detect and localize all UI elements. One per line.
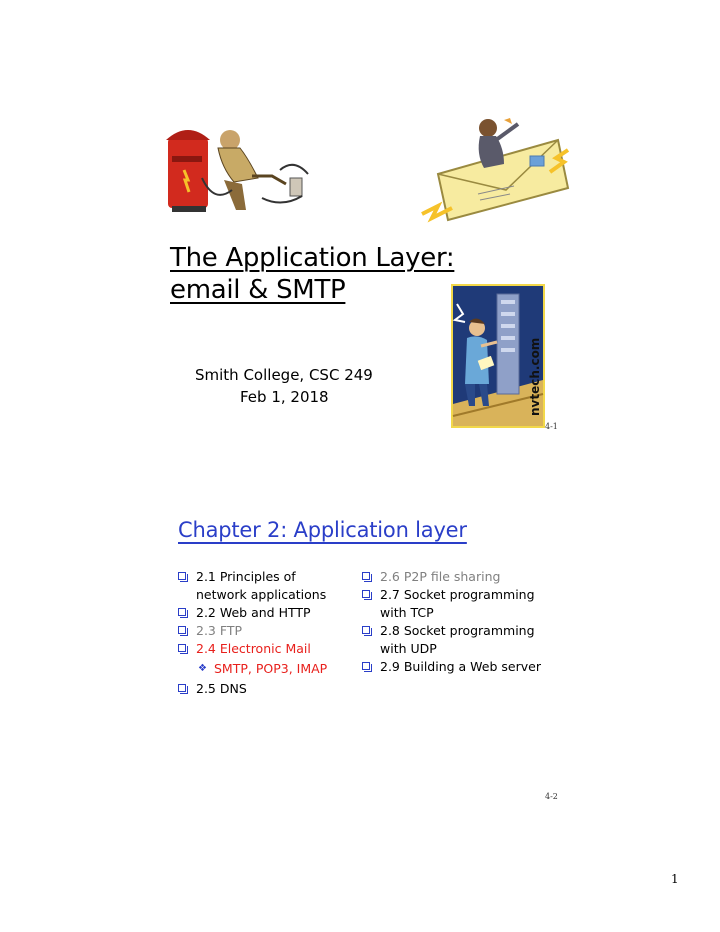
- checkbox-bullet-icon: [362, 590, 370, 598]
- list-item-current: 2.4 Electronic Mail: [178, 640, 348, 658]
- page-number: 1: [671, 872, 679, 886]
- list-item: 2.1 Principles of network applications: [178, 568, 348, 604]
- title-line-2: email & SMTP: [170, 275, 346, 305]
- right-column: [362, 568, 542, 676]
- list-item: 2.3 FTP: [178, 622, 348, 640]
- list-item: 2.5 DNS: [178, 680, 348, 698]
- slide-1-title: [170, 242, 454, 306]
- woman-servers-clipart: [451, 284, 545, 428]
- checkbox-bullet-icon: [178, 626, 186, 634]
- flying-letter-clipart: [418, 110, 573, 230]
- list-item: 2.9 Building a Web server: [362, 658, 542, 676]
- subtitle-course: Smith College, CSC 249: [195, 366, 373, 384]
- checkbox-bullet-icon: [178, 684, 186, 692]
- subtitle-date: Feb 1, 2018: [240, 388, 329, 406]
- checkbox-bullet-icon: [178, 608, 186, 616]
- checkbox-bullet-icon: [362, 662, 370, 670]
- sub-list-item: ❖ SMTP, POP3, IMAP: [198, 661, 328, 676]
- slide-1-page-label: 4-1: [545, 422, 558, 431]
- checkbox-bullet-icon: [362, 572, 370, 580]
- left-column: [178, 568, 348, 698]
- title-line-1: The Application Layer:: [170, 243, 455, 273]
- diamond-bullet-icon: ❖: [198, 663, 207, 674]
- clipart-watermark: nvtech.com: [528, 337, 542, 416]
- checkbox-bullet-icon: [178, 572, 186, 580]
- checkbox-bullet-icon: [178, 644, 186, 652]
- slide-2-title: Chapter 2: Application layer: [178, 518, 467, 542]
- list-item: 2.2 Web and HTTP: [178, 604, 348, 622]
- mailbox-clipart: [162, 118, 322, 218]
- slide-2-page-label: 4-2: [545, 792, 558, 801]
- list-item: 2.6 P2P file sharing: [362, 568, 542, 586]
- list-item: 2.7 Socket programming with TCP: [362, 586, 542, 622]
- checkbox-bullet-icon: [362, 626, 370, 634]
- list-item: 2.8 Socket programming with UDP: [362, 622, 542, 658]
